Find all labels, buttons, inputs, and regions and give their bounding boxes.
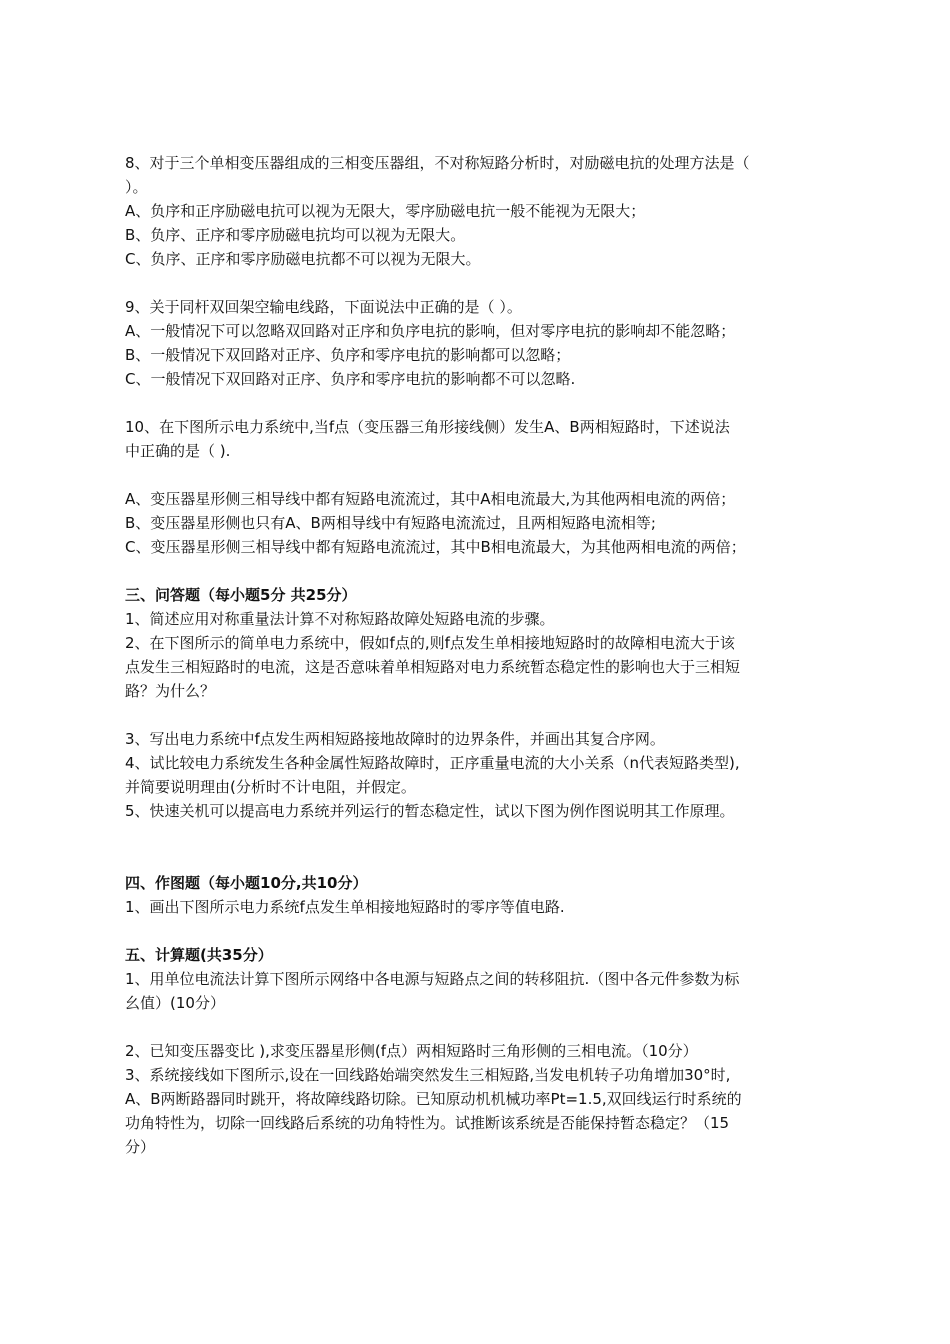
q10-option-c: C、变压器星形侧三相导线中都有短路电流流过，其中B相电流最大，为其他两相电流的两倍； (125, 538, 746, 556)
section-4-title: 四、作图题（每小题10分,共10分） (125, 874, 368, 892)
s5-q1-line-1: 1、用单位电流法计算下图所示网络中各电源与短路点之间的转移阻抗.（图中各元件参数为标 (125, 970, 740, 988)
s3-q3: 3、写出电力系统中f点发生两相短路接地故障时的边界条件，并画出其复合序网。 (125, 730, 665, 748)
s3-q2-line-2: 点发生三相短路时的电流，这是否意味着单相短路对电力系统暂态稳定性的影响也大于三相短 (125, 658, 741, 676)
q8-option-b: B、负序、正序和零序励磁电抗均可以视为无限大。 (125, 226, 466, 244)
spacer (125, 1015, 825, 1039)
s3-q4-line-2: 并简要说明理由(分析时不计电阻，并假定。 (125, 778, 416, 796)
spacer (125, 919, 825, 943)
s5-q3-line-2: A、B两断路器同时跳开，将故障线路切除。已知原动机机械功率Pt=1.5,双回线运行时系统的 (125, 1090, 742, 1108)
s3-q5: 5、快速关机可以提高电力系统并列运行的暂态稳定性，试以下图为例作图说明其工作原理。 (125, 802, 735, 820)
q9-stem: 9、关于同杆双回架空输电线路，下面说法中正确的是（ ）。 (125, 298, 522, 316)
section-4 (125, 871, 825, 919)
spacer (125, 391, 825, 415)
document-page (125, 151, 825, 1159)
question-8 (125, 151, 825, 271)
q10-stem-line-1: 10、在下图所示电力系统中,当f点（变压器三角形接线侧）发生A、B两相短路时，下述说法 (125, 418, 730, 436)
q8-option-a: A、负序和正序励磁电抗可以视为无限大，零序励磁电抗一般不能视为无限大； (125, 202, 646, 220)
question-9 (125, 295, 825, 391)
spacer (125, 823, 825, 871)
s3-q4-line-1: 4、试比较电力系统发生各种金属性短路故障时，正序重量电流的大小关系（n代表短路类型), (125, 754, 740, 772)
s3-q2-line-3: 路？为什么？ (125, 682, 216, 700)
q8-stem-line-1: 8、对于三个单相变压器组成的三相变压器组，不对称短路分析时，对励磁电抗的处理方法是（ (125, 154, 750, 172)
spacer (125, 463, 825, 487)
q8-option-c: C、负序、正序和零序励磁电抗都不可以视为无限大。 (125, 250, 481, 268)
s5-q2: 2、已知变压器变比 ),求变压器星形侧(f点）两相短路时三角形侧的三相电流。（10分） (125, 1042, 698, 1060)
section-3-title: 三、问答题（每小题5分 共25分） (125, 586, 357, 604)
q10-option-b: B、变压器星形侧也只有A、B两相导线中有短路电流流过，且两相短路电流相等; (125, 514, 656, 532)
q8-stem-line-2: ）。 (125, 178, 148, 196)
q9-option-c: C、一般情况下双回路对正序、负序和零序电抗的影响都不可以忽略. (125, 370, 576, 388)
section-5 (125, 943, 825, 1159)
q10-stem-line-2: 中正确的是（ ). (125, 442, 231, 460)
spacer (125, 703, 825, 727)
s5-q3-line-4: 分） (125, 1138, 156, 1156)
q9-option-a: A、一般情况下可以忽略双回路对正序和负序电抗的影响，但对零序电抗的影响却不能忽略； (125, 322, 736, 340)
q9-option-b: B、一般情况下双回路对正序、负序和零序电抗的影响都可以忽略； (125, 346, 571, 364)
q10-option-a: A、变压器星形侧三相导线中都有短路电流流过，其中A相电流最大,为其他两相电流的两倍； (125, 490, 736, 508)
s4-q1: 1、画出下图所示电力系统f点发生单相接地短路时的零序等值电路. (125, 898, 565, 916)
s3-q2-line-1: 2、在下图所示的简单电力系统中，假如f点的,则f点发生单相接地短路时的故障相电流大于该 (125, 634, 735, 652)
s5-q3-line-1: 3、系统接线如下图所示,设在一回线路始端突然发生三相短路,当发电机转子功角增加30°时, (125, 1066, 731, 1084)
spacer (125, 271, 825, 295)
section-3 (125, 583, 825, 823)
s5-q1-line-2: 幺值）(10分） (125, 994, 225, 1012)
s3-q1: 1、简述应用对称重量法计算不对称短路故障处短路电流的步骤。 (125, 610, 555, 628)
s5-q3-line-3: 功角特性为，切除一回线路后系统的功角特性为。试推断该系统是否能保持暂态稳定？（15 (125, 1114, 730, 1132)
section-5-title: 五、计算题(共35分） (125, 946, 273, 964)
question-10 (125, 415, 825, 559)
spacer (125, 559, 825, 583)
